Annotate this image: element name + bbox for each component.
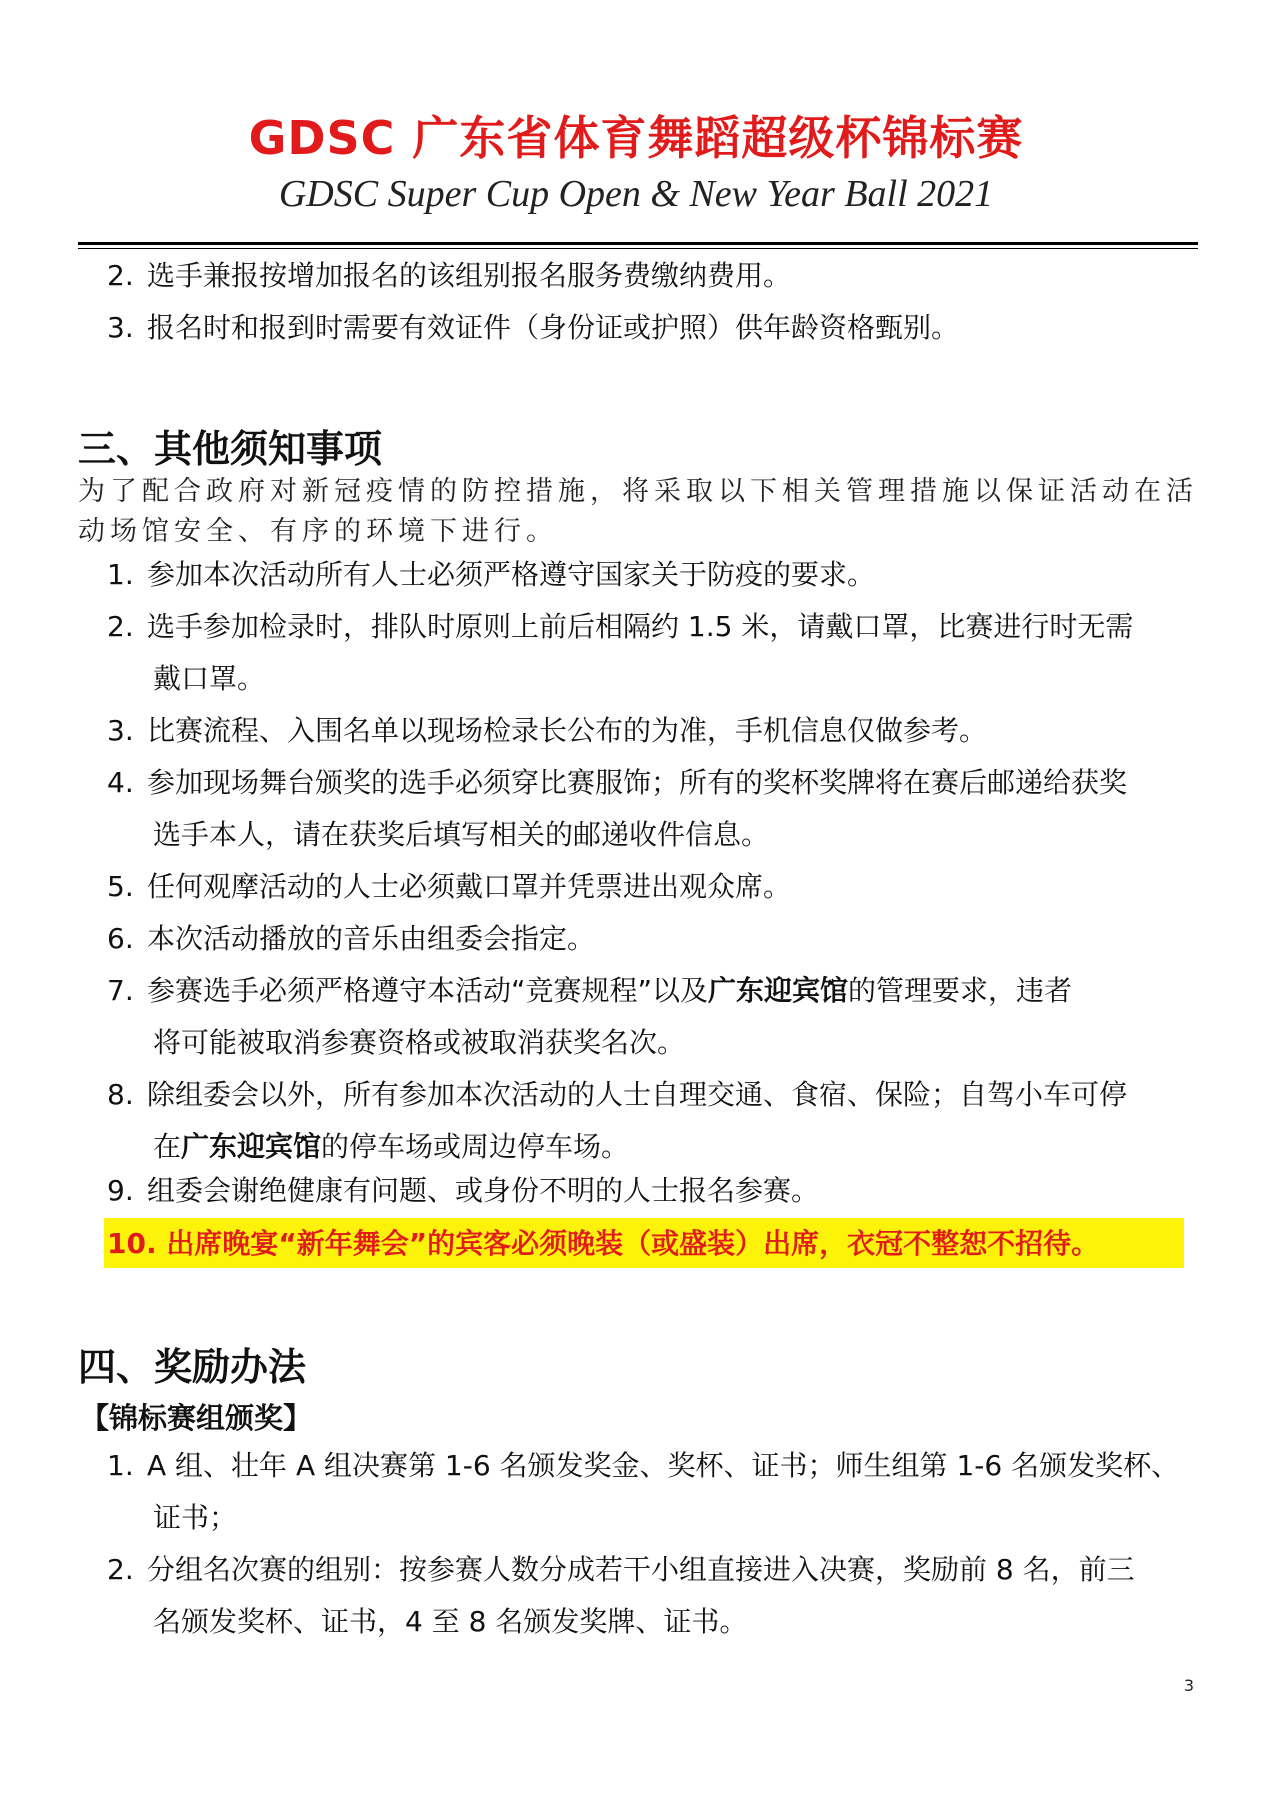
section-intro: 为了配合政府对新冠疫情的防控措施，将采取以下相关管理措施以保证活动在活动场馆安全、有序的环境下进行。	[78, 476, 1198, 547]
list-item: 4. 参加现场舞台颁奖的选手必须穿比赛服饰；所有的奖杯奖牌将在赛后邮递给获奖 选手本人，请在获奖后填写相关的邮递收件信息。	[107, 766, 1128, 851]
header-divider-thin	[78, 248, 1198, 249]
section-heading: 四、奖励办法	[78, 1345, 307, 1389]
highlighted-notice: 10. 出席晚宴“新年舞会”的宾客必须晚装（或盛装）出席，衣冠不整恕不招待。	[107, 1227, 1100, 1260]
sub-heading: 【锦标赛组颁奖】	[80, 1401, 313, 1435]
list-item: 3. 比赛流程、入围名单以现场检录长公布的为准，手机信息仅做参考。	[107, 714, 988, 747]
page-number: 3	[1183, 1676, 1194, 1695]
venue-name: 广东迎宾馆	[708, 974, 849, 1007]
list-item: 7. 参赛选手必须严格遵守本活动“竞赛规程”以及广东迎宾馆的管理要求，违者 将可能被取消参赛资格或被取消获奖名次。	[107, 974, 1073, 1059]
section-heading: 三、其他须知事项	[78, 427, 383, 471]
list-item: 3. 报名时和报到时需要有效证件（身份证或护照）供年龄资格甄别。	[107, 311, 960, 344]
list-item: 1. 参加本次活动所有人士必须严格遵守国家关于防疫的要求。	[107, 558, 876, 591]
list-item: 2. 选手参加检录时，排队时原则上前后相隔约 1.5 米，请戴口罩，比赛进行时无需 戴口罩。	[107, 610, 1134, 695]
list-item: 8. 除组委会以外，所有参加本次活动的人士自理交通、食宿、保险；自驾小车可停 在广东迎宾馆的停车场或周边停车场。	[107, 1078, 1128, 1163]
document-title: GDSC 广东省体育舞蹈超级杯锦标赛	[248, 111, 1024, 165]
list-item: 1. A 组、壮年 A 组决赛第 1-6 名颁发奖金、奖杯、证书；师生组第 1-6 名颁发奖杯、 证书；	[107, 1449, 1180, 1534]
list-item: 2. 选手兼报按增加报名的该组别报名服务费缴纳费用。	[107, 259, 792, 292]
header-divider	[78, 242, 1198, 245]
list-item: 9. 组委会谢绝健康有问题、或身份不明的人士报名参赛。	[107, 1174, 820, 1207]
list-item: 2. 分组名次赛的组别：按参赛人数分成若干小组直接进入决赛，奖励前 8 名，前三 名颁发奖杯、证书，4 至 8 名颁发奖牌、证书。	[107, 1553, 1135, 1638]
list-item: 6. 本次活动播放的音乐由组委会指定。	[107, 922, 596, 955]
list-item: 5. 任何观摩活动的人士必须戴口罩并凭票进出观众席。	[107, 870, 792, 903]
venue-name: 广东迎宾馆	[181, 1130, 322, 1163]
document-subtitle: GDSC Super Cup Open & New Year Ball 2021	[278, 173, 994, 215]
